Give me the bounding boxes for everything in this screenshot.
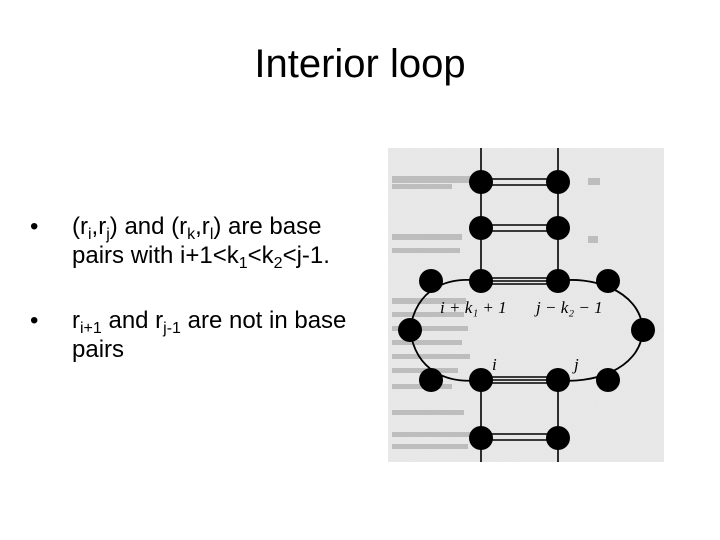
label-j: j (574, 355, 579, 374)
subscript: k (187, 226, 196, 243)
bullet-unpaired (30, 306, 350, 364)
text-part: ) are base pairs with i+1<k (72, 213, 322, 269)
subscript: 1 (238, 255, 248, 272)
subscript: i (87, 226, 92, 243)
label-i: i (492, 355, 497, 374)
subscript: i+1 (80, 320, 102, 337)
bullet-glyph: • (30, 213, 39, 240)
bullet-base-pairs (30, 212, 350, 270)
subscript: 2 (273, 255, 283, 272)
slide-title: Interior loop (254, 42, 466, 86)
subscript: j (106, 226, 110, 243)
text-part: are not in base pairs (72, 307, 347, 363)
interior-loop-figure (388, 148, 664, 462)
text-part: ,r (195, 213, 210, 240)
bullet-glyph: • (30, 307, 39, 334)
text-part: ) and (r (109, 213, 188, 240)
label-i-k1: i + k₁ + 1 (440, 298, 507, 317)
text-part: (r (72, 213, 88, 240)
text-part: ,r (91, 213, 107, 240)
label-j-k2: j − k₂ − 1 (536, 298, 603, 317)
bullet-list (30, 212, 350, 400)
text-part: <j-1. (282, 242, 330, 269)
subscript: j-1 (163, 320, 181, 337)
subscript: l (209, 226, 214, 243)
text-part: r (72, 307, 80, 334)
text-part: and r (101, 307, 164, 334)
text-part: <k (247, 242, 274, 269)
